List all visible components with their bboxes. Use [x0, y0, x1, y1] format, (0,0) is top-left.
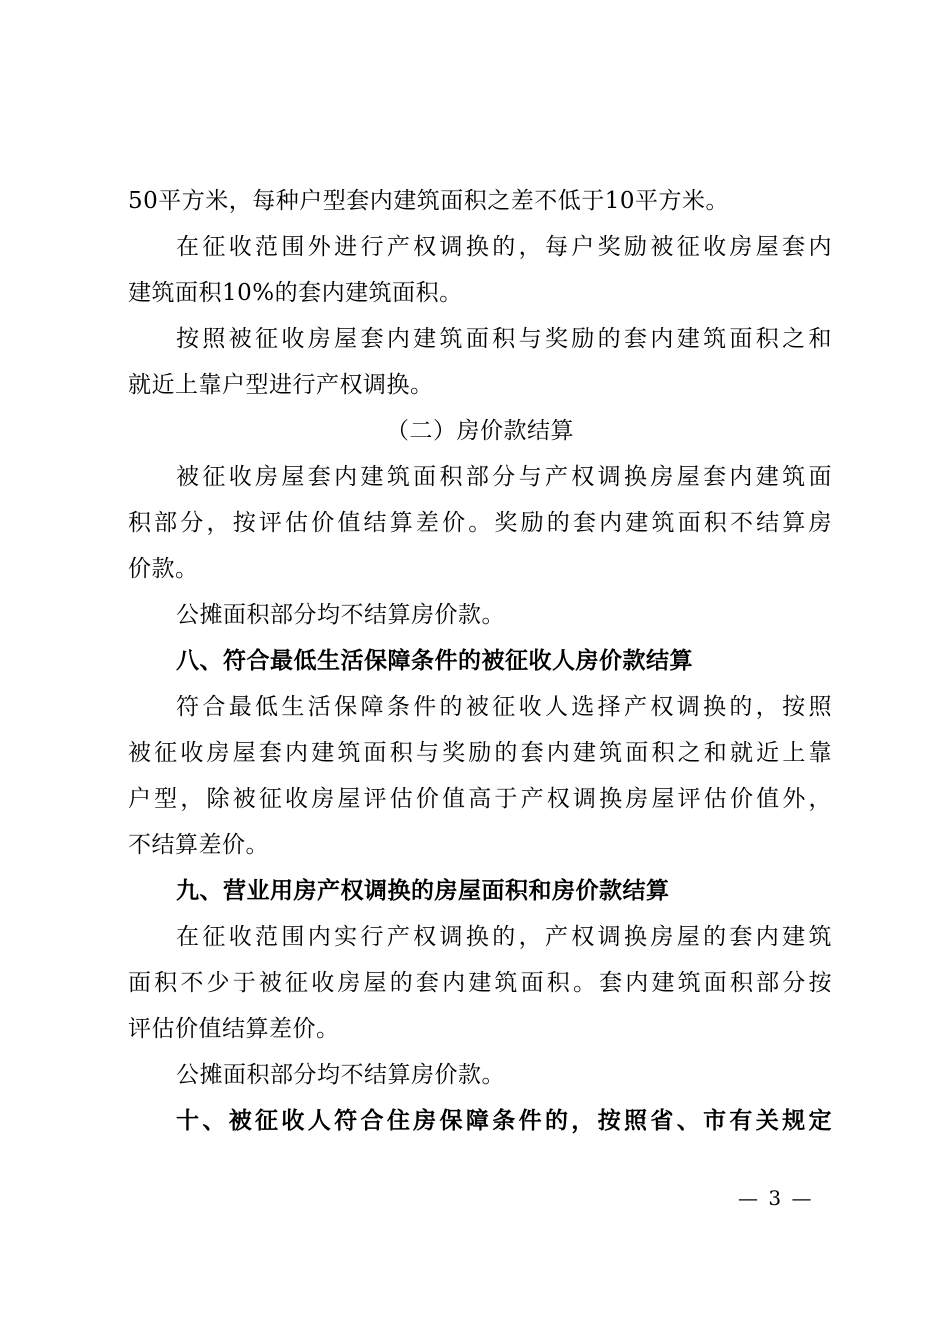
paragraph-line: 户型，除被征收房屋评估价值高于产权调换房屋评估价值外，: [128, 786, 832, 812]
paragraph-line: 评估价值结算差价。: [128, 1016, 340, 1042]
paragraph-line: 面积不少于被征收房屋的套内建筑面积。套内建筑面积部分按: [128, 970, 832, 996]
document-body: [128, 178, 832, 1144]
paragraph-line: 被征收房屋套内建筑面积与奖励的套内建筑面积之和就近上靠: [128, 740, 832, 766]
paragraph-line: 价款。: [128, 556, 199, 582]
section-heading: 八、符合最低生活保障条件的被征收人房价款结算: [176, 648, 693, 674]
section-heading: 十、被征收人符合住房保障条件的，按照省、市有关规定: [176, 1108, 832, 1134]
section-heading: 九、营业用房产权调换的房屋面积和房价款结算: [176, 878, 670, 904]
paragraph-line: 积部分，按评估价值结算差价。奖励的套内建筑面积不结算房: [128, 510, 832, 536]
paragraph-line: 就近上靠户型进行产权调换。: [128, 372, 434, 398]
paragraph-line: 在征收范围外进行产权调换的，每户奖励被征收房屋套内: [176, 234, 832, 260]
paragraph-line: 被征收房屋套内建筑面积部分与产权调换房屋套内建筑面: [176, 464, 832, 490]
paragraph-line: 在征收范围内实行产权调换的，产权调换房屋的套内建筑: [176, 924, 832, 950]
paragraph-line: 公摊面积部分均不结算房价款。: [176, 602, 505, 628]
page-number: — 3 —: [738, 1186, 814, 1210]
paragraph-line: 符合最低生活保障条件的被征收人选择产权调换的，按照: [176, 694, 832, 720]
subsection-heading: （二）房价款结算: [386, 418, 574, 444]
paragraph-line: 按照被征收房屋套内建筑面积与奖励的套内建筑面积之和: [176, 326, 832, 352]
paragraph-line: 建筑面积10%的套内建筑面积。: [128, 280, 463, 306]
paragraph-line: 不结算差价。: [128, 832, 269, 858]
paragraph-line: 公摊面积部分均不结算房价款。: [176, 1062, 505, 1088]
paragraph-line: 50平方米，每种户型套内建筑面积之差不低于10平方米。: [128, 188, 730, 214]
